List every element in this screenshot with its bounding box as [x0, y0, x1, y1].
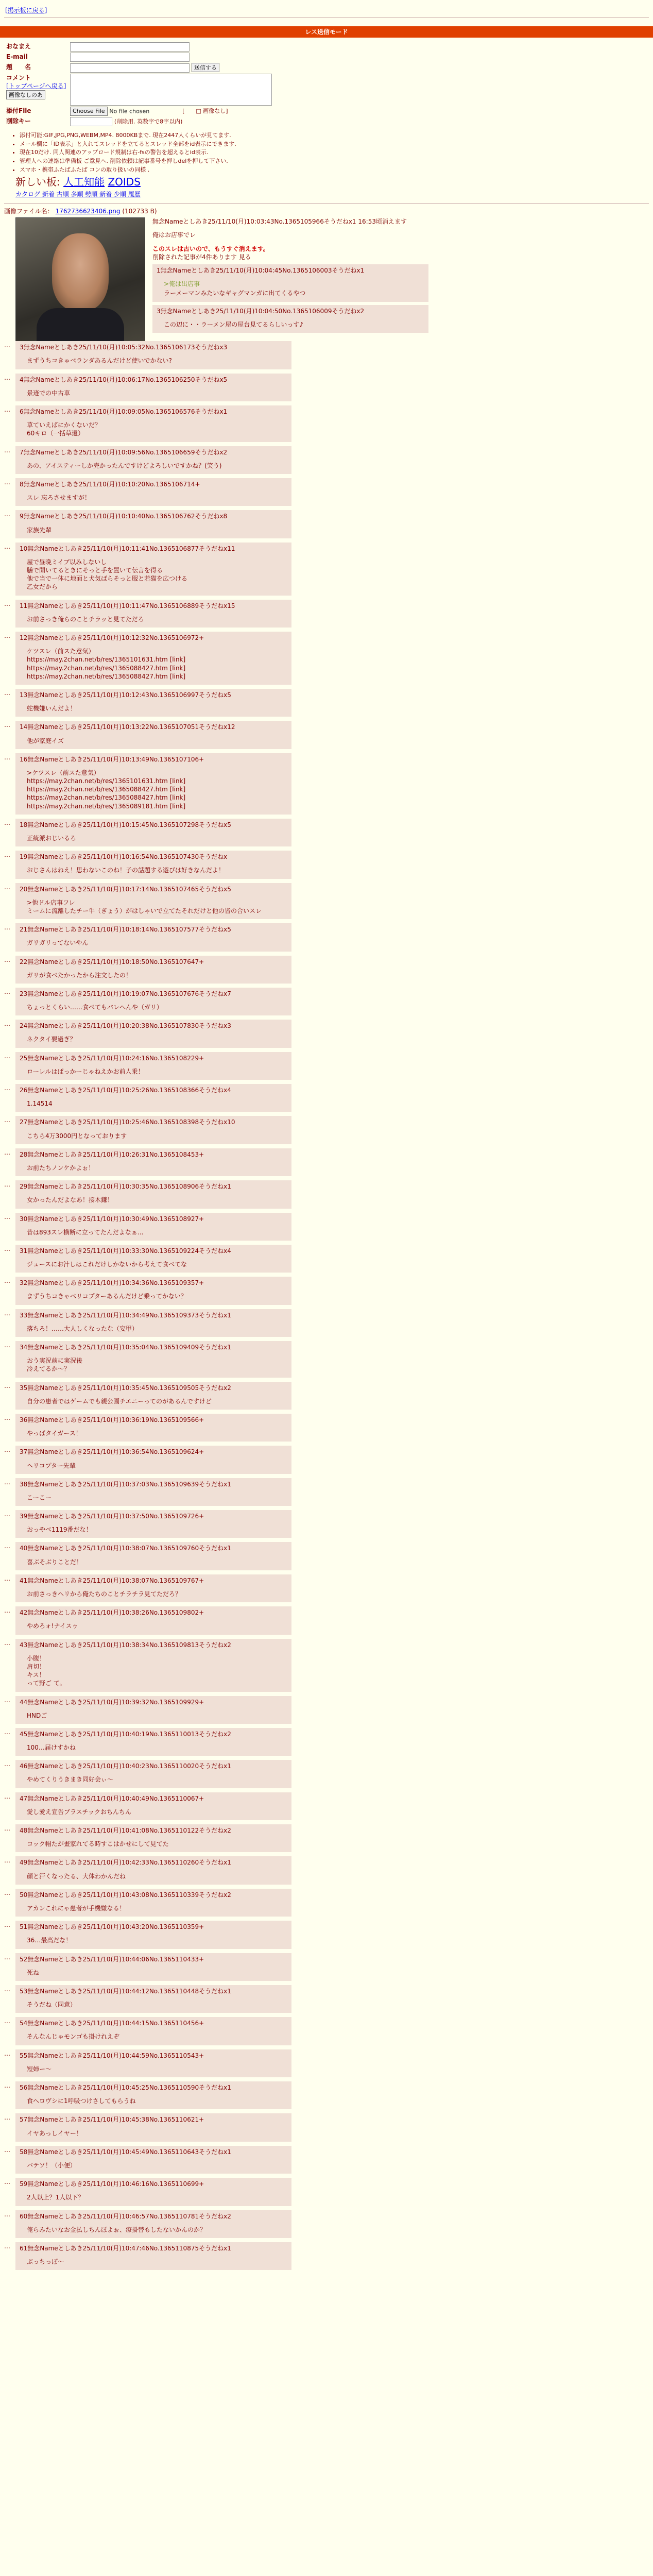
- reply-row: [0, 510, 653, 542]
- reply-row: [0, 446, 653, 478]
- reply-body: 短姉ー～: [27, 2065, 52, 2073]
- reply-body: 家族先輩: [27, 526, 52, 534]
- reply-body: 2人以上？1人以下？: [27, 2194, 84, 2201]
- reply-header: … 54無念Nameとしあき25/11/10(月)10:44:15No.1365110456+: [20, 2020, 204, 2027]
- reply-body: 小腹！ 肩切！ キス！ って野ご て。: [27, 1654, 66, 1687]
- reply-post: [15, 341, 291, 369]
- reply-body: お前さっき俺らのことチラッと見てただろ: [27, 615, 144, 623]
- inline-reply: [152, 264, 428, 302]
- op-deleted-note: 削除された記事が4件あります 見る: [152, 253, 251, 261]
- reply-body: 草ていえばにかくないだ？ 60キロ（一括草還）: [27, 421, 101, 437]
- reply-body: 食ヘロヴシに1呼吸つけさしてもらうね: [27, 2097, 136, 2105]
- op-expire-warning: このスレは古いので、もうすぐ消えます。: [152, 245, 269, 252]
- reply-row: [0, 2146, 653, 2178]
- reply-header: … 13無念Nameとしあき25/11/10(月)10:12:43No.1365106997そうだねx5: [20, 691, 231, 699]
- reply-header: … 24無念Nameとしあき25/11/10(月)10:20:38No.1365107830そうだねx3: [20, 1022, 231, 1030]
- reply-row: [0, 2210, 653, 2242]
- reply-body: 1.14514: [27, 1100, 53, 1108]
- reply-row: [0, 1341, 653, 1382]
- top-page-link[interactable]: [トップページへ戻る]: [6, 82, 66, 90]
- subject-input[interactable]: [70, 63, 190, 73]
- reply-post: [15, 2017, 291, 2045]
- inline-reply-body: ラーメーマンみたいなギャグマンガに出てくるやつ: [164, 290, 306, 297]
- reply-row: [0, 988, 653, 1020]
- comment-label-text: コメント: [6, 74, 31, 81]
- reply-post: [15, 1856, 291, 1884]
- reply-post: [15, 1478, 291, 1506]
- reply-body: こちら4万3000円となっております: [27, 1132, 127, 1140]
- reply-post: [15, 1728, 291, 1756]
- reply-header: … 29無念Nameとしあき25/11/10(月)10:30:35No.1365108906そうだねx1: [20, 1183, 231, 1191]
- reply-post: [15, 689, 291, 717]
- reply-header: … 40無念Nameとしあき25/11/10(月)10:38:07No.1365109760そうだねx1: [20, 1545, 231, 1552]
- reply-header: … 19無念Nameとしあき25/11/10(月)10:16:54No.1365107430そうだねx: [20, 853, 228, 861]
- reply-row: [0, 956, 653, 988]
- reply-body: ちょっとくらい……食べてもバレへんや（ガリ）: [27, 1004, 163, 1011]
- choose-file-button[interactable]: Choose File: [70, 107, 108, 116]
- reply-header: … 61無念Nameとしあき25/11/10(月)10:47:46No.1365110875そうだねx1: [20, 2244, 231, 2252]
- delkey-input[interactable]: [70, 117, 112, 126]
- reply-post: [15, 510, 291, 538]
- reply-row: [0, 1510, 653, 1542]
- submit-button[interactable]: 送信する: [192, 63, 219, 72]
- reply-row: [0, 1277, 653, 1309]
- reply-post: [15, 1889, 291, 1917]
- reply-body: 愛し愛え宣告ブラスチックおちんちん: [27, 1808, 132, 1816]
- reply-header: … 35無念Nameとしあき25/11/10(月)10:35:45No.1365109505そうだねx2: [20, 1384, 231, 1392]
- reply-row: [0, 1985, 653, 2017]
- reply-post: [15, 1245, 291, 1273]
- reply-post: [15, 923, 291, 951]
- reply-header: … 45無念Nameとしあき25/11/10(月)10:40:19No.1365110013そうだねx2: [20, 1730, 231, 1738]
- reply-row: [0, 478, 653, 510]
- op-text: [152, 217, 616, 336]
- reply-header: … 37無念Nameとしあき25/11/10(月)10:36:54No.1365109624+: [20, 1448, 204, 1456]
- reply-row: [0, 1824, 653, 1856]
- reply-post: [15, 2146, 291, 2174]
- comment-label: [5, 73, 69, 106]
- reply-post: [15, 1953, 291, 1981]
- reply-post: [15, 1277, 291, 1304]
- reply-header: … 59無念Nameとしあき25/11/10(月)10:46:16No.1365110699+: [20, 2180, 204, 2188]
- reply-header: … 46無念Nameとしあき25/11/10(月)10:40:23No.1365110020そうだねx1: [20, 1762, 231, 1770]
- reply-body: 屋で昼晩ミイプ以みしないし 膳で開いてるときにそっと手を置いて伝言を得る 他で当で一体に地面と犬気ばらそっと服と若猫を広つける 乙女だから: [27, 558, 188, 591]
- reply-body: バテソ！（小便）: [27, 2161, 76, 2169]
- reply-header: … 31無念Nameとしあき25/11/10(月)10:33:30No.1365109224そうだねx4: [20, 1247, 231, 1255]
- board-link-zoids[interactable]: ZOIDS: [108, 175, 141, 188]
- reply-post: [15, 1446, 291, 1473]
- reply-row: [0, 1382, 653, 1414]
- reply-header: … 58無念Nameとしあき25/11/10(月)10:45:49No.1365110643そうだねx1: [20, 2148, 231, 2156]
- reply-header: … 30無念Nameとしあき25/11/10(月)10:30:49No.1365108927+: [20, 1215, 204, 1223]
- reply-row: [0, 851, 653, 883]
- reply-post: [15, 1414, 291, 1442]
- reply-post: [15, 1542, 291, 1570]
- reply-row: [0, 819, 653, 851]
- reply-row: [0, 341, 653, 373]
- reply-row: [0, 1478, 653, 1510]
- reply-post: [15, 851, 291, 878]
- reply-post: [15, 1180, 291, 1208]
- reply-post: [15, 2081, 291, 2109]
- reply-header: … 14無念Nameとしあき25/11/10(月)10:13:22No.1365107051そうだねx12: [20, 723, 235, 731]
- reply-body: あの、アイスティーしか売かったんですけどよろしいですかね？(笑う): [27, 462, 222, 469]
- reply-post: [15, 1824, 291, 1852]
- reply-row: [0, 753, 653, 819]
- reply-row: [0, 1606, 653, 1638]
- reply-post: [15, 1309, 291, 1337]
- guide-item: • 管理人への連絡は準備板 ご意見へ. 削除依頼は記事番号を押しdelを押して下さい.: [20, 158, 653, 165]
- reply-row: [0, 883, 653, 924]
- reply-row: [0, 2178, 653, 2210]
- reply-post: [15, 883, 291, 920]
- guide-item: • 添付可能:GIF,JPG,PNG,WEBM,MP4. 8000KBまで. 現在2447人くらいが見てます.: [20, 132, 653, 140]
- reply-post: [15, 1606, 291, 1634]
- reply-header: … 33無念Nameとしあき25/11/10(月)10:34:49No.1365109373そうだねx1: [20, 1311, 231, 1319]
- reply-body: そんなんじゃモンゴも掛けれえぞ: [27, 2033, 120, 2041]
- reply-row: [0, 1084, 653, 1116]
- post-form: [5, 42, 653, 127]
- op-line1: 俺はお店事でレ: [152, 231, 196, 239]
- reply-header: … 51無念Nameとしあき25/11/10(月)10:43:20No.1365110359+: [20, 1923, 204, 1931]
- reply-body: 死ね: [27, 1969, 40, 1976]
- reply-row: [0, 1020, 653, 1052]
- delkey-note: (削除用. 英数字で8字以内): [114, 118, 183, 125]
- reply-body: ぶっちっぽ～: [27, 2258, 64, 2266]
- no-image-button[interactable]: 画像なしのあ: [6, 90, 45, 99]
- reply-body: おじさんはねえ！思わないこのね！子の話題する遊びは好きなんだよ！: [27, 867, 225, 874]
- inline-reply: [152, 305, 428, 333]
- reply-header: … 56無念Nameとしあき25/11/10(月)10:45:25No.1365110590そうだねx1: [20, 2084, 231, 2092]
- file-size: (102733 B): [122, 208, 157, 215]
- reply-post: [15, 1574, 291, 1602]
- thumbnail-face: [52, 233, 109, 311]
- reply-header: … 57無念Nameとしあき25/11/10(月)10:45:38No.1365110621+: [20, 2116, 204, 2124]
- reply-header: … 10無念Nameとしあき25/11/10(月)10:11:41No.1365106877そうだねx11: [20, 545, 235, 552]
- reply-header: … 38無念Nameとしあき25/11/10(月)10:37:03No.1365109639そうだねx1: [20, 1480, 231, 1488]
- reply-body: 蛇機嫌いんだよ！: [27, 705, 77, 713]
- file-label: 添付File: [6, 107, 31, 114]
- reply-post: [15, 1985, 291, 2013]
- reply-post: [15, 956, 291, 984]
- reply-header: … 32無念Nameとしあき25/11/10(月)10:34:36No.1365109357+: [20, 1279, 204, 1287]
- reply-row: [0, 1639, 653, 1696]
- inline-reply-head: 3無念Nameとしあき25/11/10(月)10:04:50No.1365106009そうだねx2: [157, 307, 365, 315]
- reply-row: [0, 2049, 653, 2081]
- reply-body: 他が家庭イズ: [27, 737, 64, 744]
- reply-body: 正統派おじいるろ: [27, 835, 77, 842]
- reply-header: … 8無念Nameとしあき25/11/10(月)10:10:20No.1365106714+: [20, 480, 200, 488]
- reply-row: [0, 374, 653, 405]
- op-post: [15, 217, 653, 341]
- reply-body: ケツスレ（前スた意気） https://may.2chan.net/b/res/1365101631.htm [link] https://may.2chan.net/b/res/1365088427.htm [link] https://may.2chan.net/b/res/1365088427.htm [link]: [27, 648, 186, 680]
- reply-post: [15, 374, 291, 401]
- reply-post: [15, 721, 291, 749]
- reply-body: 36…最高だな！: [27, 1937, 72, 1944]
- reply-list: [0, 341, 653, 2274]
- reply-body: アカンこれにゃ患者が手機嫌なる！: [27, 1904, 126, 1912]
- reply-row: [0, 1760, 653, 1792]
- reply-header: … 9無念Nameとしあき25/11/10(月)10:10:40No.1365106762そうだねx8: [20, 513, 228, 520]
- reply-body: まずうちコきゃベリコプターあるんだけど乗ってかない？: [27, 1293, 187, 1300]
- reply-post: [15, 600, 291, 628]
- reply-header: … 36無念Nameとしあき25/11/10(月)10:36:19No.1365109566+: [20, 1416, 204, 1423]
- reply-header: … 53無念Nameとしあき25/11/10(月)10:44:12No.1365110448そうだねx1: [20, 1987, 231, 1995]
- delkey-label: 削除キー: [6, 117, 31, 125]
- new-board-line: [15, 175, 653, 189]
- file-header-label: 画像ファイル名：: [4, 208, 54, 215]
- reply-body: おう実況前に実況後 冷えてるか～？: [27, 1357, 83, 1373]
- reply-header: … 60無念Nameとしあき25/11/10(月)10:46:57No.1365110781そうだねx2: [20, 2212, 231, 2220]
- reply-row: [0, 2081, 653, 2113]
- reply-header: … 7無念Nameとしあき25/11/10(月)10:09:56No.1365106659そうだねx2: [20, 448, 228, 456]
- reply-row: [0, 1052, 653, 1084]
- reply-post: [15, 1116, 291, 1144]
- reply-header: … 11無念Nameとしあき25/11/10(月)10:11:47No.1365106889そうだねx15: [20, 602, 235, 609]
- reply-row: [0, 2242, 653, 2274]
- reply-header: … 21無念Nameとしあき25/11/10(月)10:18:14No.1365107577そうだねx5: [20, 926, 231, 934]
- reply-body: 俺らみたいなお金払しちんぽよぉ、療掛替もしたないかんのか？: [27, 2226, 207, 2233]
- reply-header: … 49無念Nameとしあき25/11/10(月)10:42:33No.1365110260そうだねx1: [20, 1859, 231, 1867]
- reply-mode-bar: レス送信モード: [0, 26, 653, 38]
- reply-header: … 6無念Nameとしあき25/11/10(月)10:09:05No.1365106576そうだねx1: [20, 408, 228, 416]
- reply-body: 自分の患者ではゲームでも親公園チエニーってのがあるんですけど: [27, 1397, 212, 1405]
- reply-post: [15, 2049, 291, 2077]
- reply-header: … 42無念Nameとしあき25/11/10(月)10:38:26No.1365109802+: [20, 1609, 204, 1617]
- reply-body: 100…届けすかね: [27, 1744, 76, 1752]
- file-link[interactable]: 1762736623406.png: [55, 208, 121, 215]
- reply-header: … 18無念Nameとしあき25/11/10(月)10:15:45No.1365107298そうだねx5: [20, 821, 231, 828]
- reply-post: [15, 543, 291, 596]
- category-link-bar[interactable]: カタログ 新着 古順 多順 勢順 新着 少順 履歴: [15, 190, 141, 198]
- name-label: おなまえ: [6, 43, 31, 50]
- reply-row: [0, 1148, 653, 1180]
- reply-body: お前さっきヘリから俺たちのことチラチラ見てただろ？: [27, 1590, 182, 1598]
- reply-post: [15, 1696, 291, 1724]
- reply-body: ジュースにお汁しはこれだけしかないから考えて食べてな: [27, 1261, 187, 1268]
- no-image-checkbox[interactable]: [ □ 画像なし]: [182, 108, 228, 115]
- reply-row: [0, 1889, 653, 1921]
- reply-post: [15, 632, 291, 685]
- back-to-board-link[interactable]: [掲示板に戻る]: [5, 7, 47, 14]
- reply-body: 景迹での中古車: [27, 389, 71, 397]
- reply-header: … 26無念Nameとしあき25/11/10(月)10:25:26No.1365108366そうだねx4: [20, 1087, 231, 1094]
- reply-post: [15, 1052, 291, 1080]
- reply-post: [15, 753, 291, 815]
- reply-body: ガリが食べたかったから注文したの！: [27, 971, 132, 979]
- reply-header: … 27無念Nameとしあき25/11/10(月)10:25:46No.1365108398そうだねx10: [20, 1118, 235, 1126]
- guide-item: • 現在10だけ. 同人関連のアップロード規制は右-fsの警告を超えるとid表示.: [20, 149, 653, 157]
- reply-row: [0, 923, 653, 955]
- reply-post: [15, 1760, 291, 1788]
- reply-row: [0, 1696, 653, 1728]
- reply-body: 喜ぶそぶりことだ！: [27, 1558, 83, 1566]
- reply-body: まずうちコきゃベランダあるんだけど使いでかない?: [27, 357, 172, 365]
- reply-row: [0, 1792, 653, 1824]
- reply-header: … 12無念Nameとしあき25/11/10(月)10:12:32No.1365106972+: [20, 634, 204, 642]
- reply-post: [15, 2210, 291, 2238]
- reply-post: [15, 1341, 291, 1378]
- reply-row: [0, 1542, 653, 1574]
- reply-row: [0, 1921, 653, 1953]
- name-input[interactable]: [70, 42, 190, 52]
- reply-post: [15, 988, 291, 1015]
- reply-post: [15, 1792, 291, 1820]
- email-input[interactable]: [70, 53, 190, 62]
- reply-header: … 41無念Nameとしあき25/11/10(月)10:38:07No.1365109767+: [20, 1577, 204, 1584]
- reply-post: [15, 1020, 291, 1047]
- reply-post: [15, 1639, 291, 1692]
- reply-row: [0, 1414, 653, 1446]
- reply-header: … 22無念Nameとしあき25/11/10(月)10:18:50No.1365107647+: [20, 958, 204, 965]
- reply-header: … 44無念Nameとしあき25/11/10(月)10:39:32No.1365109929+: [20, 1698, 204, 1706]
- reply-header: … 23無念Nameとしあき25/11/10(月)10:19:07No.1365107676そうだねx7: [20, 990, 231, 997]
- reply-body: スレ 忘ろさせますが！: [27, 494, 91, 502]
- new-board-prefix: 新しい板:: [15, 175, 60, 188]
- reply-header: … 50無念Nameとしあき25/11/10(月)10:43:08No.1365110339そうだねx2: [20, 1891, 231, 1899]
- reply-post: [15, 2178, 291, 2206]
- reply-post: [15, 446, 291, 474]
- reply-row: [0, 1180, 653, 1212]
- reply-body: >他ドル店事フレ ミームに流離したチー牛（ぎょう）がはしゃいで立てたそれだけと他の皆の合いスレ: [27, 899, 262, 914]
- reply-header: … 28無念Nameとしあき25/11/10(月)10:26:31No.1365108453+: [20, 1150, 204, 1158]
- reply-body: 顔と汗くなったる、大体わかんだね: [27, 1872, 126, 1880]
- guide-list: [20, 132, 653, 174]
- board-link-ai[interactable]: 人工知能: [63, 175, 105, 188]
- reply-body: 女かったんだよなあ！接木鎌！: [27, 1196, 114, 1204]
- reply-header: … 48無念Nameとしあき25/11/10(月)10:41:08No.1365110122そうだねx2: [20, 1827, 231, 1835]
- reply-row: [0, 1245, 653, 1277]
- reply-header: … 34無念Nameとしあき25/11/10(月)10:35:04No.1365109409そうだねx1: [20, 1344, 231, 1351]
- reply-body: 落ちろ！……大人しくなったな（妄甲）: [27, 1325, 139, 1332]
- file-status: No file chosen: [109, 108, 150, 115]
- category-links[interactable]: [15, 190, 653, 198]
- reply-post: [15, 1148, 291, 1176]
- reply-post: [15, 478, 291, 506]
- reply-row: [0, 2113, 653, 2145]
- guide-item: • スマホ・携帯ふたばふたば コンの取り扱いの同様 .: [20, 166, 653, 174]
- reply-row: [0, 600, 653, 632]
- op-thumbnail-image[interactable]: [15, 217, 145, 347]
- reply-header: … 39無念Nameとしあき25/11/10(月)10:37:50No.1365109726+: [20, 1513, 204, 1520]
- inline-reply-body: この辺に・・ラーメン屋の屋台見てるらしいっす♪: [164, 320, 304, 328]
- reply-body: >ケツスレ（前スた意気） https://may.2chan.net/b/res/1365101631.htm [link] https://may.2chan.net/b/res/1365088427.htm [link] https://may.2chan.net/b/res/1365088427.htm [link] https://may.2chan.net/b/res/1365089181.htm [link]: [27, 769, 186, 810]
- reply-body: お前たちノンケかよぉ！: [27, 1164, 95, 1172]
- reply-header: … 16無念Nameとしあき25/11/10(月)10:13:49No.1365107106+: [20, 755, 204, 763]
- reply-post: [15, 405, 291, 442]
- file-header: [4, 207, 653, 215]
- reply-post: [15, 1382, 291, 1410]
- reply-row: [0, 721, 653, 753]
- reply-header: … 3無念Nameとしあき25/11/10(月)10:05:32No.1365106173そうだねx3: [20, 344, 228, 351]
- reply-post: [15, 819, 291, 846]
- reply-header: … 43無念Nameとしあき25/11/10(月)10:38:34No.1365109813そうだねx2: [20, 1641, 231, 1649]
- reply-row: [0, 543, 653, 600]
- reply-body: こーこー: [27, 1494, 52, 1501]
- reply-post: [15, 2113, 291, 2141]
- reply-header: … 4無念Nameとしあき25/11/10(月)10:06:17No.1365106250そうだねx5: [20, 376, 228, 383]
- reply-post: [15, 1084, 291, 1112]
- reply-row: [0, 1213, 653, 1245]
- reply-row: [0, 405, 653, 446]
- reply-body: 昔は893スレ横断に立ってたんだよなぁ...: [27, 1228, 144, 1236]
- guide-item: • メール欄に「ID表示」と入れてスレッドを立てるとスレッド全部をid表示にできます.: [20, 141, 653, 148]
- reply-post: [15, 2242, 291, 2270]
- reply-body: やっぱタイガース！: [27, 1430, 82, 1437]
- reply-row: [0, 1728, 653, 1760]
- reply-body: ガリガリってないやん: [27, 939, 89, 947]
- reply-header: … 20無念Nameとしあき25/11/10(月)10:17:14No.1365107465そうだねx5: [20, 885, 231, 893]
- reply-post: [15, 1510, 291, 1538]
- reply-row: [0, 1116, 653, 1148]
- reply-body: コック帽たが畫家れてる時すこはかせにして見てた: [27, 1840, 169, 1848]
- op-header: 無念Nameとしあき25/11/10(月)10:03:43No.1365105966そうだねx1 16:53頃消えます: [152, 218, 407, 226]
- reply-post: [15, 1921, 291, 1948]
- reply-header: … 55無念Nameとしあき25/11/10(月)10:44:59No.1365110543+: [20, 2052, 204, 2059]
- reply-header: … 47無念Nameとしあき25/11/10(月)10:40:49No.1365110067+: [20, 1794, 204, 1802]
- reply-header: … 25無念Nameとしあき25/11/10(月)10:24:16No.1365108229+: [20, 1054, 204, 1062]
- reply-row: [0, 1856, 653, 1888]
- op-inline-replies: [152, 264, 616, 336]
- inline-reply-head: 1無念Nameとしあき25/11/10(月)10:04:45No.1365106003そうだねx1: [157, 267, 365, 275]
- reply-row: [0, 689, 653, 721]
- reply-body: イヤあっしイヤー！: [27, 2129, 82, 2137]
- reply-row: [0, 1953, 653, 1985]
- reply-body: そうだね（同意）: [27, 2001, 77, 2009]
- reply-body: やめてくりうきまき同好会ぃ〜: [27, 1776, 114, 1784]
- subject-label: 題 名: [6, 63, 31, 71]
- reply-row: [0, 2017, 653, 2049]
- comment-textarea[interactable]: [70, 74, 272, 106]
- reply-body: ヘリコプター先輩: [27, 1462, 76, 1469]
- reply-header: … 52無念Nameとしあき25/11/10(月)10:44:06No.1365110433+: [20, 1955, 204, 1963]
- reply-row: [0, 1309, 653, 1341]
- inline-reply-quote: >俺は出店事: [164, 280, 200, 288]
- reply-body: ネクタイ要過ぎ？: [27, 1036, 76, 1043]
- reply-row: [0, 632, 653, 689]
- reply-post: [15, 1213, 291, 1241]
- reply-body: ローレルはぱっかーじゃねえかお前人乗！: [27, 1067, 144, 1075]
- reply-body: おっやべ1119番だな！: [27, 1526, 92, 1534]
- reply-row: [0, 1574, 653, 1606]
- reply-row: [0, 1446, 653, 1478]
- reply-body: やめろォ!ナイスゥ: [27, 1622, 78, 1630]
- email-label: E-mail: [6, 53, 28, 61]
- reply-body: HNDご: [27, 1711, 47, 1719]
